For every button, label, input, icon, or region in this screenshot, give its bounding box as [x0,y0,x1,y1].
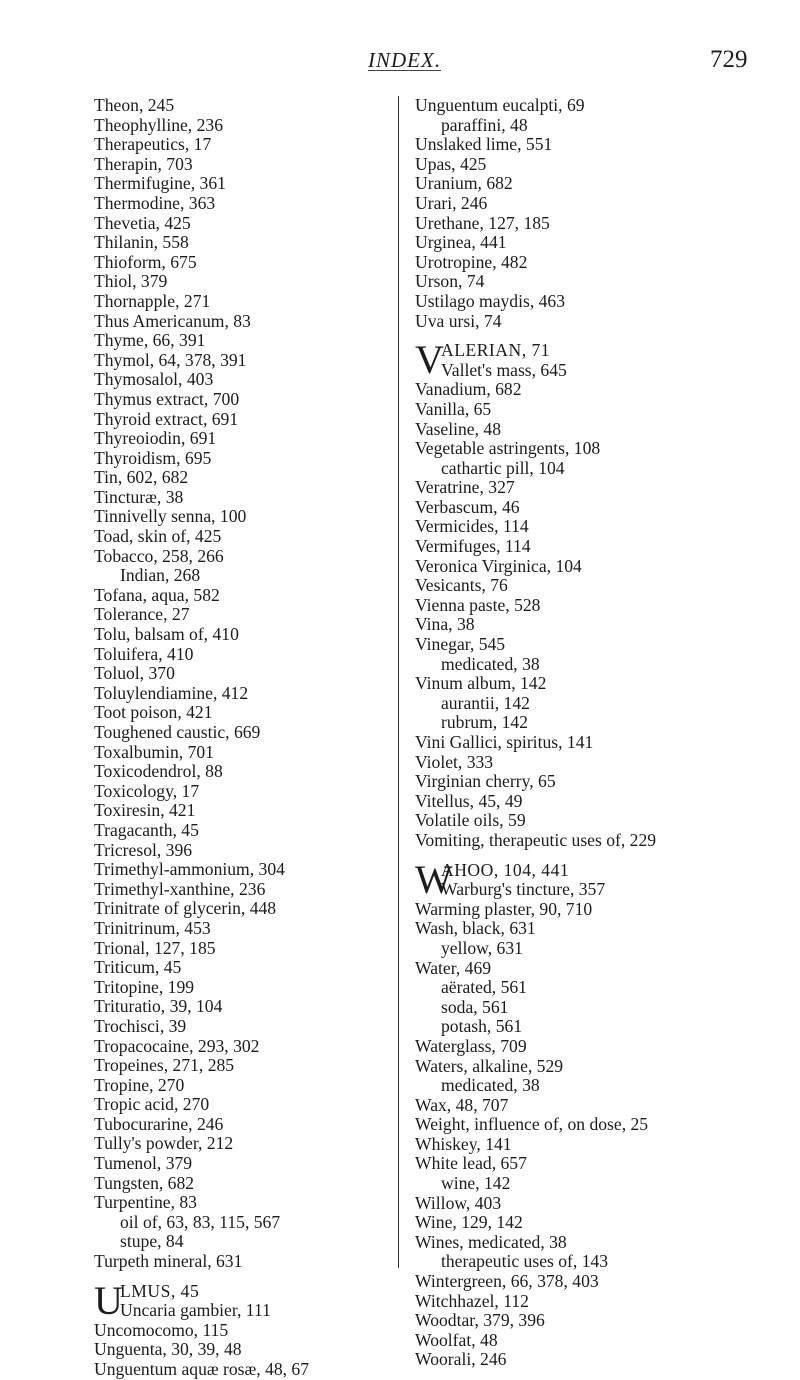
index-entry: Tobacco, 258, 266 [94,545,224,566]
index-entry: Vienna paste, 528 [415,594,541,615]
index-entry: Vinegar, 545 [415,634,506,655]
index-entry: Toxicodendrol, 88 [94,761,223,782]
index-subentry: aurantii, 142 [441,692,530,713]
index-entry: Triticum, 45 [94,957,182,978]
index-entry: Urethane, 127, 185 [415,212,550,233]
index-entry: Vesicants, 76 [415,575,508,596]
index-entry: Tolerance, 27 [94,604,190,625]
index-entry: Thymus extract, 700 [94,388,240,409]
index-entry: Toad, skin of, 425 [94,526,222,547]
index-subentry: oil of, 63, 83, 115, 567 [120,1211,281,1232]
index-column-right [398,95,760,1370]
index-entry: Virginian cherry, 65 [415,771,556,792]
index-entry: Vegetable astringents, 108 [415,438,601,459]
index-entry: Toxiresin, 421 [94,800,196,821]
index-entry: Thornapple, 271 [94,290,211,311]
index-entry: Violet, 333 [415,751,494,772]
index-entry: Urginea, 441 [415,232,507,253]
index-entry: Trimethyl-ammonium, 304 [94,859,285,880]
index-subentry: potash, 561 [441,1016,523,1037]
index-column-left [94,96,390,1380]
index-entry: Uncomocomo, 115 [94,1319,229,1340]
index-entry: Thermifugine, 361 [94,173,226,194]
index-entry: Toluylendiamine, 412 [94,682,249,703]
index-subentry: Indian, 268 [120,565,201,586]
index-entry: Woolfat, 48 [415,1329,498,1350]
index-entry: Tropic acid, 270 [94,1094,210,1115]
index-entry: Unguentum eucalpti, 69 [415,95,585,115]
index-entry: Vermifuges, 114 [415,536,531,557]
index-entry: Wax, 48, 707 [415,1094,509,1115]
index-entry: Toluol, 370 [94,663,175,684]
index-entry: Trituratio, 39, 104 [94,996,223,1017]
index-entry: White lead, 657 [415,1153,527,1174]
index-entry: Trochisci, 39 [94,1015,187,1036]
index-entry: Trional, 127, 185 [94,937,216,958]
drop-cap-letter: V [415,337,444,383]
index-entry: Vallet's mass, 645 [441,359,567,380]
index-entry: Unslaked lime, 551 [415,134,553,155]
index-subentry: cathartic pill, 104 [441,457,565,478]
index-entry: Uva ursi, 74 [415,310,502,331]
index-entry: Thyme, 66, 391 [94,330,206,351]
index-entry: Vermicides, 114 [415,516,529,537]
index-entry: Urari, 246 [415,192,488,213]
index-entry: Tinnivelly senna, 100 [94,506,247,527]
index-entry: Vanadium, 682 [415,379,522,400]
index-entry: Thymosalol, 403 [94,369,214,390]
index-entry: Verbascum, 46 [415,496,520,517]
index-entry: Tincturæ, 38 [94,486,184,507]
index-entry: Theon, 245 [94,95,175,115]
index-entry-text: AHOO, 104, 441 [441,859,570,880]
index-entry: Thyroid extract, 691 [94,408,239,429]
index-entry: Warburg's tincture, 357 [441,879,606,900]
index-entry: Tragacanth, 45 [94,819,199,840]
index-entry: Volatile oils, 59 [415,810,526,831]
index-entry: Theophylline, 236 [94,114,223,135]
index-entry: Trinitrinum, 453 [94,917,211,938]
index-entry: Vaseline, 48 [415,418,501,439]
index-subentry: therapeutic uses of, 143 [441,1251,609,1272]
index-entry: Veratrine, 327 [415,477,515,498]
index-subentry: rubrum, 142 [441,712,528,733]
index-entry: Thymol, 64, 378, 391 [94,349,247,370]
index-entry: Wine, 129, 142 [415,1212,523,1233]
index-subentry: medicated, 38 [441,653,540,674]
index-entry: Wines, medicated, 38 [415,1231,567,1252]
index-subentry: paraffini, 48 [441,114,528,135]
index-entry: Woodtar, 379, 396 [415,1310,545,1331]
index-entry: Weight, influence of, on dose, 25 [415,1114,649,1135]
index-entry: Ustilago maydis, 463 [415,290,566,311]
index-entry: Water, 469 [415,957,492,978]
index-entry: Tumenol, 379 [94,1153,193,1174]
index-entry: Waters, alkaline, 529 [415,1055,564,1076]
index-subentry: medicated, 38 [441,1075,540,1096]
index-entry: Wash, black, 631 [415,918,536,939]
index-entry: Toughened caustic, 669 [94,722,261,742]
index-entry: Tricresol, 396 [94,839,193,860]
index-entry: Warming plaster, 90, 710 [415,898,593,919]
index-entry: Tin, 602, 682 [94,467,189,488]
index-entry: Thyroidism, 695 [94,447,212,468]
index-entry: Uranium, 682 [415,173,513,194]
index-entry: Tofana, aqua, 582 [94,584,220,605]
index-subentry: yellow, 631 [441,937,523,958]
index-entry: Vitellus, 45, 49 [415,790,523,811]
index-entry: Thiol, 379 [94,271,168,292]
index-entry: Tritopine, 199 [94,976,195,997]
index-entry: Whiskey, 141 [415,1133,512,1154]
index-entry: Toluifera, 410 [94,643,194,664]
index-entry: Tully's powder, 212 [94,1133,234,1154]
index-entry: Toxicology, 17 [94,780,200,801]
index-entry: Trimethyl-xanthine, 236 [94,878,266,899]
index-entry: Waterglass, 709 [415,1035,527,1056]
index-entry: Thyreoiodin, 691 [94,428,217,449]
index-entry: Therapin, 703 [94,153,193,174]
index-subentry: wine, 142 [441,1173,511,1194]
index-entry: Turpentine, 83 [94,1192,197,1213]
index-entry: Vinum album, 142 [415,673,547,694]
index-entry: Thevetia, 425 [94,212,191,233]
drop-cap-letter: U [94,1277,123,1323]
index-entry: Uncaria gambier, 111 [120,1300,271,1321]
index-entry: Thus Americanum, 83 [94,310,251,331]
index-subentry: aërated, 561 [441,977,527,998]
index-entry: Therapeutics, 17 [94,134,212,155]
index-entry: Toxalbumin, 701 [94,741,214,762]
index-entry: Woorali, 246 [415,1349,507,1370]
index-subentry: stupe, 84 [120,1231,184,1252]
index-entry: Vomiting, therapeutic uses of, 229 [415,829,657,850]
index-entry: Toot poison, 421 [94,702,213,723]
index-entry: Witchhazel, 112 [415,1290,529,1311]
index-entry: Tropeines, 271, 285 [94,1055,235,1076]
index-subentry: soda, 561 [441,996,509,1017]
index-entry: Tolu, balsam of, 410 [94,624,239,645]
index-entry: Thioform, 675 [94,251,197,272]
index-entry: Vina, 38 [415,614,475,635]
index-entry: Vanilla, 65 [415,398,492,419]
page-number: 729 [710,46,748,73]
index-entry: Thilanin, 558 [94,232,189,253]
page-header [0,48,800,88]
index-entry: Trinitrate of glycerin, 448 [94,898,277,919]
index-entry: Wintergreen, 66, 378, 403 [415,1271,599,1292]
index-entry: Unguenta, 30, 39, 48 [94,1339,242,1360]
index-entry: Willow, 403 [415,1192,502,1213]
index-entry: Tungsten, 682 [94,1172,195,1193]
index-entry: Veronica Virginica, 104 [415,555,582,576]
index-entry: Thermodine, 363 [94,192,216,213]
index-entry: Tropacocaine, 293, 302 [94,1035,260,1056]
index-entry: Vini Gallici, spiritus, 141 [415,732,594,752]
index-entry-text: ALERIAN, 71 [441,340,551,361]
index-entry: Urotropine, 482 [415,251,528,272]
drop-cap-letter: W [415,856,453,902]
index-entry-text: LMUS, 45 [120,1280,200,1301]
index-entry: Turpeth mineral, 631 [94,1251,243,1272]
index-entry: Upas, 425 [415,153,487,174]
page-title: INDEX. [368,48,442,72]
index-entry: Tropine, 270 [94,1074,185,1095]
index-entry: Urson, 74 [415,271,485,292]
index-entry: Tubocurarine, 246 [94,1113,224,1134]
index-entry: Unguentum aquæ rosæ, 48, 67 [94,1359,310,1379]
